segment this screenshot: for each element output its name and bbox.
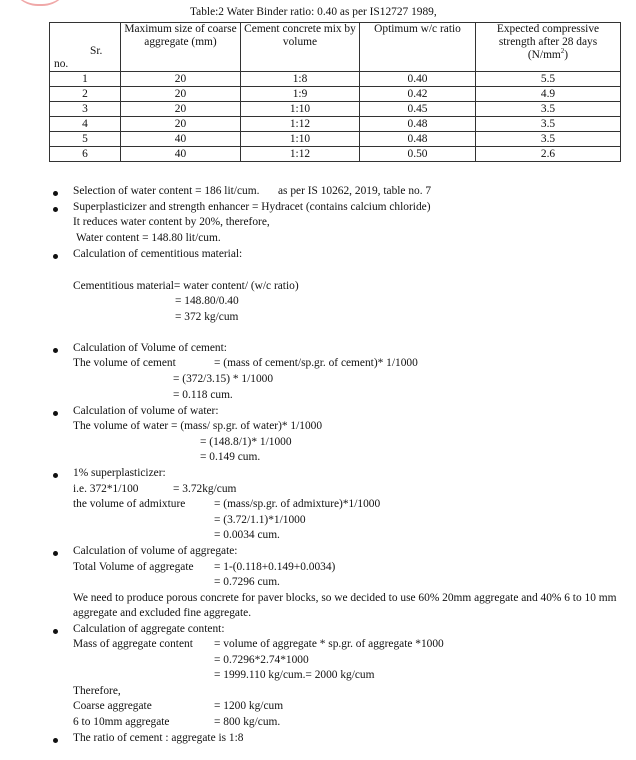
- table-row: [50, 72, 621, 87]
- corner-decoration: [10, 0, 70, 6]
- cementitious-heading: Calculation of cementitious material:: [73, 248, 243, 260]
- water-volume-heading: Calculation of volume of water:: [73, 405, 219, 417]
- cell-mix: 1:9: [241, 87, 360, 102]
- mix-design-table: [49, 22, 621, 162]
- cell-wc: 0.42: [360, 87, 476, 102]
- cell-strength: 2.6: [476, 147, 621, 162]
- fine-aggregate-value: = 800 kg/cum.: [214, 716, 281, 728]
- water-volume-step: = (148.8/1)* 1/1000: [200, 436, 292, 448]
- cell-strength: 3.5: [476, 132, 621, 147]
- aggregate-mass-formula: = volume of aggregate * sp.gr. of aggregate *1000: [214, 638, 444, 650]
- cell-size: 20: [121, 102, 241, 117]
- cell-sr: 4: [50, 117, 121, 132]
- cell-size: 20: [121, 117, 241, 132]
- superplasticizer-calc-label: i.e. 372*1/100: [73, 483, 139, 495]
- cell-mix: 1:12: [241, 147, 360, 162]
- aggregate-content-heading: Calculation of aggregate content:: [73, 623, 225, 635]
- cell-strength: 3.5: [476, 102, 621, 117]
- bullet-icon: [53, 473, 58, 478]
- water-volume-formula: The volume of water = (mass/ sp.gr. of water)* 1/1000: [73, 420, 323, 432]
- cell-mix: 1:10: [241, 102, 360, 117]
- admixture-step: = 0.0034 cum.: [214, 529, 280, 541]
- aggregate-mass-label: Mass of aggregate content: [73, 638, 193, 650]
- header-sr-no: Sr. no.: [50, 23, 121, 72]
- aggregate-mass-step: = 0.7296*2.74*1000: [214, 654, 309, 666]
- cell-wc: 0.40: [360, 72, 476, 87]
- therefore-label: Therefore,: [73, 685, 121, 697]
- bullet-icon: [53, 254, 58, 259]
- cell-mix: 1:12: [241, 117, 360, 132]
- aggregate-volume-formula: = 1-(0.118+0.149+0.0034): [214, 561, 336, 573]
- cement-aggregate-ratio: The ratio of cement : aggregate is 1:8: [73, 732, 244, 744]
- table-row: [50, 147, 621, 162]
- table-row: [50, 102, 621, 117]
- cell-size: 40: [121, 147, 241, 162]
- cell-strength: 5.5: [476, 72, 621, 87]
- coarse-aggregate-value: = 1200 kg/cum: [214, 700, 284, 712]
- porous-concrete-note: We need to produce porous concrete for paver blocks, so we decided to use 60% 20mm aggregate and 40% 6 to 10 mm aggregate and excluded fine aggregate.: [73, 592, 617, 619]
- cell-size: 40: [121, 132, 241, 147]
- cement-volume-formula: = (mass of cement/sp.gr. of cement)* 1/1000: [214, 357, 418, 369]
- bullet-icon: [53, 411, 58, 416]
- bullet-icon: [53, 629, 58, 634]
- header-cement-mix: Cement concrete mix by volume: [241, 23, 360, 72]
- table-row: [50, 132, 621, 147]
- table-row: [50, 117, 621, 132]
- cell-mix: 1:10: [241, 132, 360, 147]
- cell-strength: 4.9: [476, 87, 621, 102]
- cementitious-step: = 148.80/0.40: [175, 295, 239, 307]
- cell-sr: 2: [50, 87, 121, 102]
- cell-mix: 1:8: [241, 72, 360, 87]
- coarse-aggregate-label: Coarse aggregate: [73, 700, 152, 712]
- superplasticizer-heading: 1% superplasticizer:: [73, 467, 166, 479]
- bullet-icon: [53, 551, 58, 556]
- bullet-icon: [53, 191, 58, 196]
- cement-volume-heading: Calculation of Volume of cement:: [73, 342, 227, 354]
- water-volume-step: = 0.149 cum.: [200, 451, 261, 463]
- cement-volume-step: = (372/3.15) * 1/1000: [173, 373, 274, 385]
- fine-aggregate-label: 6 to 10mm aggregate: [73, 716, 170, 728]
- cell-sr: 3: [50, 102, 121, 117]
- admixture-formula: = (mass/sp.gr. of admixture)*1/1000: [214, 498, 381, 510]
- aggregate-volume-label: Total Volume of aggregate: [73, 561, 194, 573]
- bullet-icon: [53, 207, 58, 212]
- aggregate-mass-step: = 1999.110 kg/cum.= 2000 kg/cum: [214, 669, 375, 681]
- cell-sr: 1: [50, 72, 121, 87]
- table-row: [50, 87, 621, 102]
- cementitious-formula: Cementitious material= water content/ (w/c ratio): [73, 280, 299, 292]
- bullet-icon: [53, 738, 58, 743]
- cementitious-step: = 372 kg/cum: [175, 311, 239, 323]
- cell-strength: 3.5: [476, 117, 621, 132]
- table-caption: Table:2 Water Binder ratio: 0.40 as per IS12727 1989,: [190, 6, 437, 18]
- table-header-row: [50, 23, 621, 72]
- water-content-selection: Selection of water content = 186 lit/cum.: [73, 185, 260, 197]
- admixture-label: the volume of admixture: [73, 498, 186, 510]
- header-wc-ratio: Optimum w/c ratio: [360, 23, 476, 72]
- cell-size: 20: [121, 87, 241, 102]
- cell-sr: 6: [50, 147, 121, 162]
- cement-volume-step: = 0.118 cum.: [173, 389, 233, 401]
- water-content-result: Water content = 148.80 lit/cum.: [76, 232, 221, 244]
- superplasticizer-note: Superplasticizer and strength enhancer = Hydracet (contains calcium chloride): [73, 201, 431, 213]
- bullet-icon: [53, 348, 58, 353]
- water-content-reference: as per IS 10262, 2019, table no. 7: [278, 185, 432, 197]
- cell-wc: 0.48: [360, 117, 476, 132]
- superplasticizer-calc-value: = 3.72kg/cum: [173, 483, 237, 495]
- cell-size: 20: [121, 72, 241, 87]
- cell-wc: 0.45: [360, 102, 476, 117]
- reduction-note: It reduces water content by 20%, therefore,: [73, 216, 270, 228]
- aggregate-volume-heading: Calculation of volume of aggregate:: [73, 545, 238, 557]
- admixture-step: = (3.72/1.1)*1/1000: [214, 514, 306, 526]
- cell-wc: 0.48: [360, 132, 476, 147]
- aggregate-volume-step: = 0.7296 cum.: [214, 576, 280, 588]
- cell-wc: 0.50: [360, 147, 476, 162]
- header-max-size: Maximum size of coarse aggregate (mm): [121, 23, 241, 72]
- header-strength: Expected compressive strength after 28 days $(N/mm^2)$: [476, 23, 621, 72]
- cement-volume-label: The volume of cement: [73, 357, 176, 369]
- cell-sr: 5: [50, 132, 121, 147]
